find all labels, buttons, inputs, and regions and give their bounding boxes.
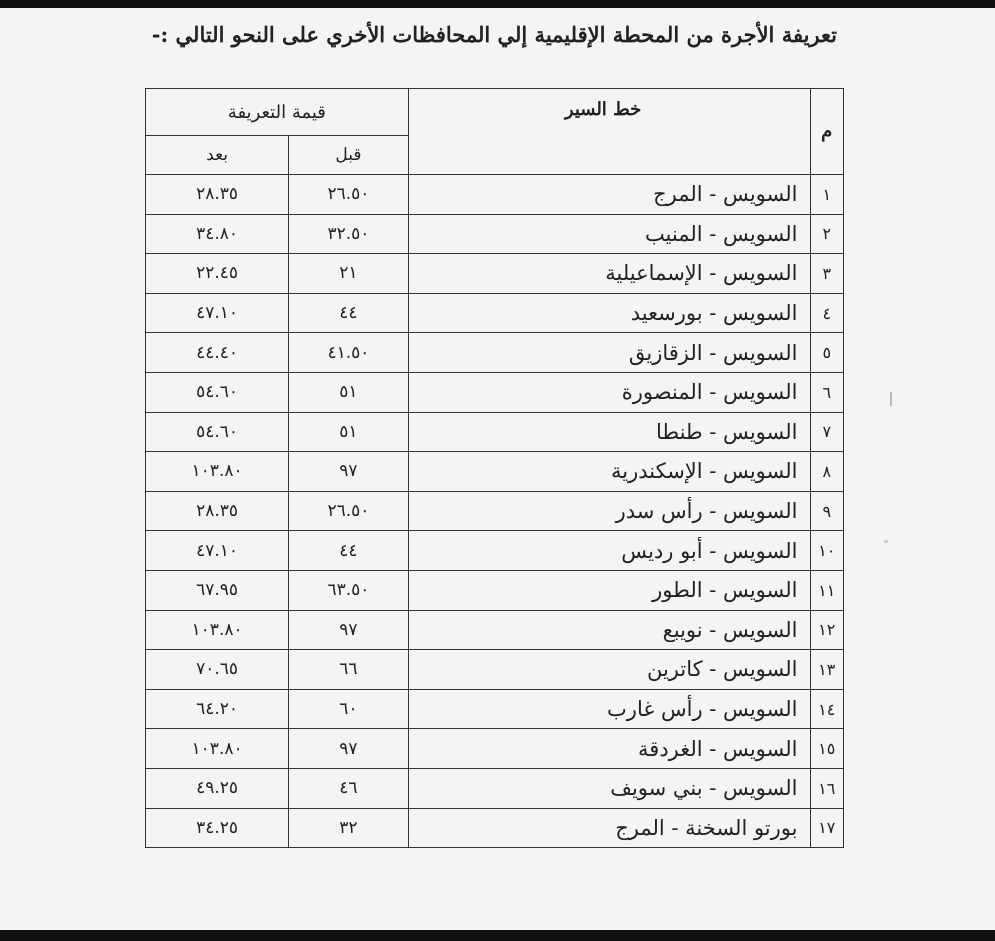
fare-before-cell: ٩٧ xyxy=(289,452,409,492)
fare-table xyxy=(145,88,844,848)
fare-after-cell: ٤٤.٤٠ xyxy=(146,333,289,373)
table-row xyxy=(146,768,844,808)
fare-table-body xyxy=(146,175,844,848)
fare-before-cell: ٣٢ xyxy=(289,808,409,848)
fare-after-cell: ١٠٣.٨٠ xyxy=(146,610,289,650)
fare-before-cell: ٦٠ xyxy=(289,689,409,729)
table-row xyxy=(146,689,844,729)
fare-after-cell: ٢٨.٣٥ xyxy=(146,491,289,531)
fare-after-cell: ٣٤.٢٥ xyxy=(146,808,289,848)
top-border xyxy=(0,0,995,8)
route-cell: السويس - الإسكندرية xyxy=(408,452,810,492)
row-number: ١٠ xyxy=(810,531,844,571)
fare-after-cell: ٣٤.٨٠ xyxy=(146,214,289,254)
row-number: ٩ xyxy=(810,491,844,531)
fare-after-cell: ١٠٣.٨٠ xyxy=(146,729,289,769)
fare-before-cell: ٦٦ xyxy=(289,650,409,690)
header-before: قبل xyxy=(289,136,409,175)
fare-before-cell: ٩٧ xyxy=(289,729,409,769)
table-row xyxy=(146,254,844,294)
table-row xyxy=(146,452,844,492)
route-cell: السويس - المنصورة xyxy=(408,372,810,412)
fare-before-cell: ٢٦.٥٠ xyxy=(289,491,409,531)
table-row xyxy=(146,333,844,373)
row-number: ٨ xyxy=(810,452,844,492)
table-row xyxy=(146,650,844,690)
fare-after-cell: ١٠٣.٨٠ xyxy=(146,452,289,492)
fare-before-cell: ٤٤ xyxy=(289,293,409,333)
fare-before-cell: ٢٦.٥٠ xyxy=(289,175,409,215)
route-cell: السويس - الطور xyxy=(408,570,810,610)
bottom-border xyxy=(0,930,995,941)
route-cell: السويس - طنطا xyxy=(408,412,810,452)
fare-after-cell: ٢٢.٤٥ xyxy=(146,254,289,294)
route-cell: السويس - رأس سدر xyxy=(408,491,810,531)
fare-after-cell: ٤٧.١٠ xyxy=(146,293,289,333)
fare-before-cell: ٦٣.٥٠ xyxy=(289,570,409,610)
row-number: ١٣ xyxy=(810,650,844,690)
table-row xyxy=(146,214,844,254)
route-cell: السويس - بورسعيد xyxy=(408,293,810,333)
route-cell: السويس - الإسماعيلية xyxy=(408,254,810,294)
fare-after-cell: ٦٤.٢٠ xyxy=(146,689,289,729)
route-cell: السويس - المرج xyxy=(408,175,810,215)
row-number: ١٦ xyxy=(810,768,844,808)
fare-before-cell: ٩٧ xyxy=(289,610,409,650)
route-cell: السويس - نويبع xyxy=(408,610,810,650)
header-row-top xyxy=(146,89,844,136)
row-number: ١ xyxy=(810,175,844,215)
fare-before-cell: ٤٤ xyxy=(289,531,409,571)
scan-speck xyxy=(890,392,892,406)
header-after: بعد xyxy=(146,136,289,175)
fare-before-cell: ٥١ xyxy=(289,372,409,412)
row-number: ١٧ xyxy=(810,808,844,848)
table-row xyxy=(146,729,844,769)
table-row xyxy=(146,808,844,848)
route-cell: السويس - بني سويف xyxy=(408,768,810,808)
fare-after-cell: ٤٧.١٠ xyxy=(146,531,289,571)
fare-before-cell: ٥١ xyxy=(289,412,409,452)
route-cell: السويس - أبو رديس xyxy=(408,531,810,571)
fare-before-cell: ٤٦ xyxy=(289,768,409,808)
row-number: ٢ xyxy=(810,214,844,254)
row-number: ٧ xyxy=(810,412,844,452)
route-cell: السويس - الزقازيق xyxy=(408,333,810,373)
row-number: ٦ xyxy=(810,372,844,412)
table-row xyxy=(146,175,844,215)
table-row xyxy=(146,491,844,531)
table-row xyxy=(146,531,844,571)
row-number: ١٢ xyxy=(810,610,844,650)
header-route: خط السير xyxy=(408,89,810,175)
fare-after-cell: ٢٨.٣٥ xyxy=(146,175,289,215)
header-fare-group: قيمة التعريفة xyxy=(146,89,409,136)
table-row xyxy=(146,570,844,610)
fare-before-cell: ٢١ xyxy=(289,254,409,294)
row-number: ١١ xyxy=(810,570,844,610)
fare-after-cell: ٥٤.٦٠ xyxy=(146,372,289,412)
fare-after-cell: ٧٠.٦٥ xyxy=(146,650,289,690)
row-number: ٣ xyxy=(810,254,844,294)
row-number: ٥ xyxy=(810,333,844,373)
route-cell: السويس - المنيب xyxy=(408,214,810,254)
scan-speck xyxy=(884,540,888,543)
fare-before-cell: ٤١.٥٠ xyxy=(289,333,409,373)
route-cell: السويس - كاترين xyxy=(408,650,810,690)
table-row xyxy=(146,372,844,412)
table-row xyxy=(146,412,844,452)
table-row xyxy=(146,610,844,650)
route-cell: بورتو السخنة - المرج xyxy=(408,808,810,848)
row-number: ٤ xyxy=(810,293,844,333)
row-number: ١٤ xyxy=(810,689,844,729)
row-number: ١٥ xyxy=(810,729,844,769)
route-cell: السويس - رأس غارب xyxy=(408,689,810,729)
fare-after-cell: ٦٧.٩٥ xyxy=(146,570,289,610)
page-title: تعريفة الأجرة من المحطة الإقليمية إلي المحافظات الأخري على النحو التالي :- xyxy=(151,22,837,47)
fare-before-cell: ٣٢.٥٠ xyxy=(289,214,409,254)
route-cell: السويس - الغردقة xyxy=(408,729,810,769)
table-row xyxy=(146,293,844,333)
header-num: م xyxy=(810,89,844,175)
fare-after-cell: ٤٩.٢٥ xyxy=(146,768,289,808)
fare-after-cell: ٥٤.٦٠ xyxy=(146,412,289,452)
